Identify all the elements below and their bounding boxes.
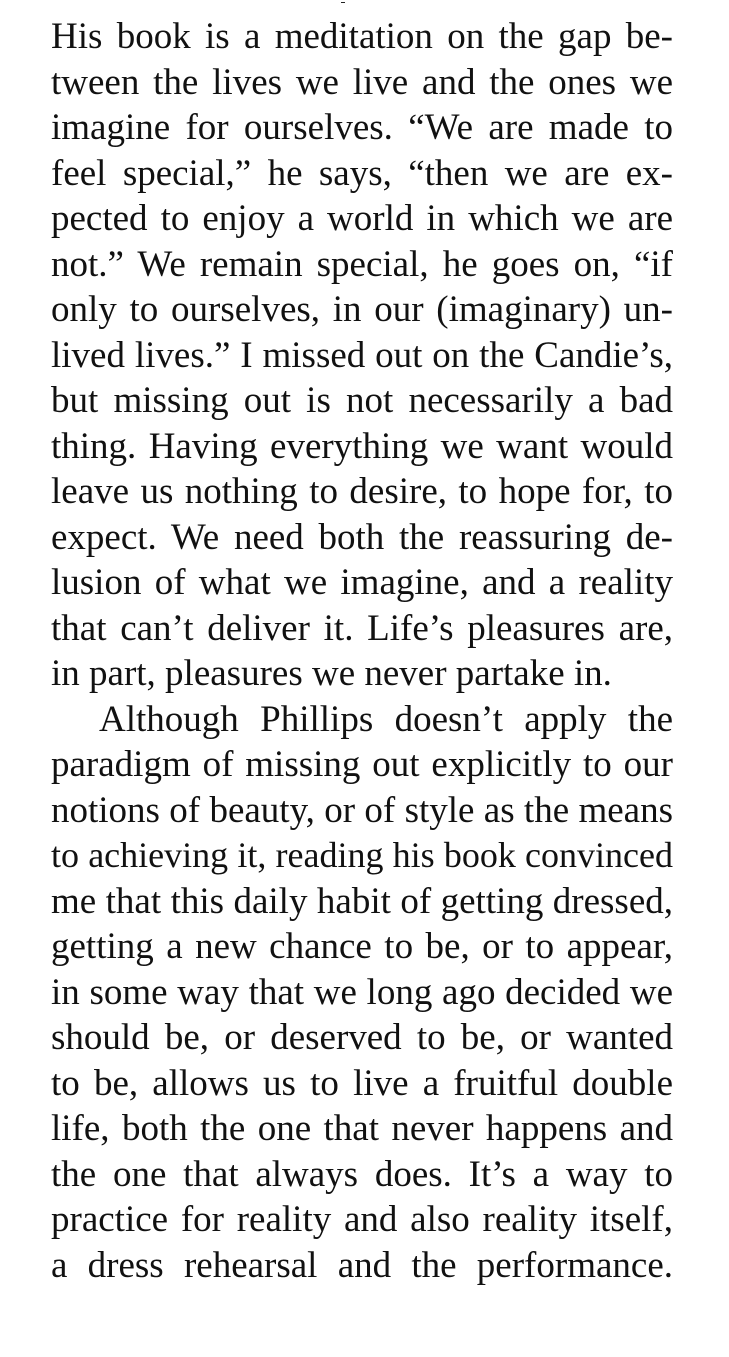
text-line: practice for reality and also reality itself, bbox=[51, 1199, 673, 1240]
text-line: imagine for ourselves. “We are made to bbox=[51, 107, 673, 148]
top-edge-mark bbox=[341, 2, 345, 3]
text-line: thing. Having everything we want would bbox=[51, 425, 673, 467]
text-line: paradigm of missing out explicitly to our bbox=[51, 744, 673, 785]
text-line: that can’t deliver it. Life’s pleasures are, bbox=[51, 607, 673, 649]
text-line: to be, allows us to live a fruitful double bbox=[51, 1062, 673, 1104]
text-line: notions of beauty, or of style as the means bbox=[51, 789, 673, 831]
text-line: not.” We remain special, he goes on, “if bbox=[51, 243, 673, 285]
text-line: lusion of what we imagine, and a reality bbox=[51, 562, 673, 603]
text-line: should be, or deserved to be, or wanted bbox=[51, 1017, 673, 1058]
text-line: the one that always does. It’s a way to bbox=[51, 1153, 673, 1195]
text-line: in part, pleasures we never partake in. bbox=[51, 653, 612, 694]
text-line: in some way that we long ago decided we bbox=[51, 971, 673, 1013]
paragraph-2 bbox=[51, 697, 673, 1289]
text-line: pected to enjoy a world in which we are bbox=[51, 198, 673, 239]
text-line: lived lives.” I missed out on the Candie’s, bbox=[51, 334, 673, 376]
text-line: life, both the one that never happens and bbox=[51, 1108, 673, 1149]
text-line: feel special,” he says, “then we are ex- bbox=[51, 152, 673, 194]
book-page-text bbox=[51, 14, 673, 1288]
text-line: a dress rehearsal and the performance. bbox=[51, 1244, 673, 1286]
text-line: Although Phillips doesn’t apply the bbox=[99, 698, 673, 740]
text-line: but missing out is not necessarily a bad bbox=[51, 380, 673, 421]
text-line: leave us nothing to desire, to hope for, to bbox=[51, 471, 673, 512]
text-line: me that this daily habit of getting dressed, bbox=[51, 880, 673, 922]
text-line: expect. We need both the reassuring de- bbox=[51, 516, 673, 558]
text-line: getting a new chance to be, or to appear, bbox=[51, 926, 673, 967]
text-line: only to ourselves, in our (imaginary) un- bbox=[51, 289, 673, 330]
text-line: tween the lives we live and the ones we bbox=[51, 61, 673, 103]
text-line: to achieving it, reading his book convinced bbox=[51, 835, 673, 875]
paragraph-1 bbox=[51, 14, 673, 697]
text-line: His book is a meditation on the gap be- bbox=[51, 16, 673, 57]
